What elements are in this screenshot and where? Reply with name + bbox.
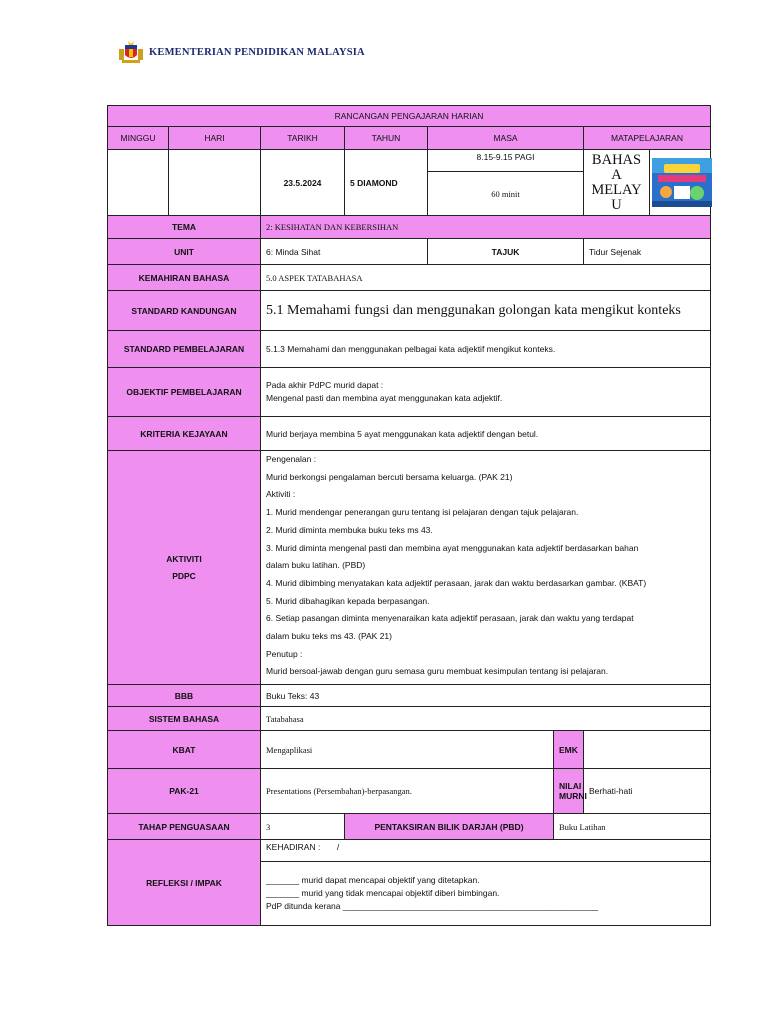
bbb-label: BBB	[108, 685, 261, 707]
pbd-label: PENTAKSIRAN BILIK DARJAH (PBD)	[345, 814, 554, 840]
aktiviti-line: 1. Murid mendengar penerangan guru tentang isi pelajaran dengan tajuk pelajaran.	[266, 507, 579, 518]
emk-label: EMK	[554, 731, 584, 769]
kriteria-value: Murid berjaya membina 5 ayat menggunakan kata adjektif dengan betul.	[261, 417, 711, 451]
aktiviti-line: Aktiviti :	[266, 489, 296, 500]
header-hari: HARI	[169, 127, 261, 150]
aktiviti-line: dalam buku latihan. (PBD)	[266, 560, 366, 571]
tema-label: TEMA	[108, 216, 261, 239]
objektif-line: Mengenal pasti dan membina ayat menggunakan kata adjektif.	[266, 393, 503, 403]
table-title: RANCANGAN PENGAJARAN HARIAN	[108, 106, 711, 127]
pak21-label: PAK-21	[108, 769, 261, 814]
objektif-line: Pada akhir PdPC murid dapat :	[266, 380, 384, 390]
aktiviti-label-line: PDPC	[172, 570, 196, 581]
bahasa-melayu-textbook-cover-icon	[652, 158, 712, 207]
aktiviti-line: 6. Setiap pasangan diminta menyenaraikan kata adjektif perasaan, jarak dan waktu yang terdapat	[266, 613, 634, 624]
refleksi-line: _______ murid yang tidak mencapai objektif diberi bimbingan.	[266, 888, 500, 898]
tema-value: 2: KESIHATAN DAN KEBERSIHAN	[261, 216, 711, 239]
subject-line: MELAY	[591, 181, 642, 198]
emk-value	[584, 731, 711, 769]
kemahiran-label: KEMAHIRAN BAHASA	[108, 265, 261, 291]
tahap-penguasaan-label: TAHAP PENGUASAAN	[108, 814, 261, 840]
bbb-value: Buku Teks: 43	[261, 685, 711, 707]
textbook-cover-cell	[650, 150, 711, 216]
ministry-name: KEMENTERIAN PENDIDIKAN MALAYSIA	[149, 46, 365, 58]
hari-value	[169, 150, 261, 216]
tajuk-value: Tidur Sejenak	[584, 239, 711, 265]
matapelajaran-value	[584, 150, 650, 216]
objektif-label: OBJEKTIF PEMBELAJARAN	[108, 368, 261, 417]
minggu-value	[108, 150, 169, 216]
refleksi-label: REFLEKSI / IMPAK	[108, 840, 261, 926]
tajuk-label: TAJUK	[428, 239, 584, 265]
refleksi-line: PdP ditunda kerana ______________________________________________________	[266, 901, 599, 911]
pak21-value: Presentations (Persembahan)-berpasangan.	[261, 769, 554, 814]
subject-line: BAHAS	[591, 151, 642, 168]
header-masa: MASA	[428, 127, 584, 150]
tarikh-value: 23.5.2024	[261, 150, 345, 216]
kehadiran-value: KEHADIRAN : /	[261, 840, 711, 862]
aktiviti-label-line: AKTIVITI	[166, 553, 202, 564]
tahun-value: 5 DIAMOND	[345, 150, 428, 216]
aktiviti-line: dalam buku teks ms 43. (PAK 21)	[266, 631, 392, 642]
kemahiran-value: 5.0 ASPEK TATABAHASA	[261, 265, 711, 291]
aktiviti-line: Pengenalan :	[266, 454, 317, 464]
standard-pembelajaran-label: STANDARD PEMBELAJARAN	[108, 331, 261, 368]
nilai-murni-label: NILAI MURNI	[554, 769, 584, 814]
standard-kandungan-label: STANDARD KANDUNGAN	[108, 291, 261, 331]
lesson-plan-table	[107, 105, 711, 926]
header-minggu: MINGGU	[108, 127, 169, 150]
standard-kandungan-value: 5.1 Memahami fungsi dan menggunakan golongan kata mengikut konteks	[261, 291, 711, 331]
nilai-murni-value: Berhati-hati	[584, 769, 711, 814]
aktiviti-line: Penutup :	[266, 648, 303, 659]
sistem-bahasa-value: Tatabahasa	[261, 707, 711, 731]
aktiviti-label	[108, 451, 261, 685]
aktiviti-line: 5. Murid dibahagikan kepada berpasangan.	[266, 595, 430, 606]
objektif-value	[261, 368, 711, 417]
unit-value: 6: Minda Sihat	[261, 239, 428, 265]
pbd-value: Buku Latihan	[554, 814, 711, 840]
ministry-header	[118, 40, 365, 64]
aktiviti-line: 4. Murid dibimbing menyatakan kata adjektif perasaan, jarak dan waktu berdasarkan gambar. (KBAT)	[266, 577, 647, 588]
aktiviti-content	[261, 451, 711, 685]
aktiviti-line: Murid bersoal-jawab dengan guru semasa guru membuat kesimpulan tentang isi pelajaran.	[266, 666, 609, 677]
aktiviti-line: 3. Murid diminta mengenal pasti dan membina ayat menggunakan kata adjektif berdasarkan bahan	[266, 542, 639, 553]
header-tarikh: TARIKH	[261, 127, 345, 150]
subject-line: A	[611, 166, 622, 183]
refleksi-content	[261, 862, 711, 926]
kriteria-label: KRITERIA KEJAYAAN	[108, 417, 261, 451]
unit-label: UNIT	[108, 239, 261, 265]
kbat-value: Mengaplikasi	[261, 731, 554, 769]
malaysia-coat-of-arms-icon	[118, 40, 144, 64]
tahap-penguasaan-value: 3	[261, 814, 345, 840]
masa-duration: 60 minit	[428, 172, 584, 216]
aktiviti-line: Murid berkongsi pengalaman bercuti bersama keluarga. (PAK 21)	[266, 471, 513, 482]
standard-pembelajaran-value: 5.1.3 Memahami dan menggunakan pelbagai kata adjektif mengikut konteks.	[261, 331, 711, 368]
refleksi-line: _______ murid dapat mencapai objektif yang ditetapkan.	[266, 875, 480, 885]
masa-time: 8.15-9.15 PAGI	[428, 150, 584, 172]
subject-line: U	[611, 196, 622, 213]
sistem-bahasa-label: SISTEM BAHASA	[108, 707, 261, 731]
header-tahun: TAHUN	[345, 127, 428, 150]
kbat-label: KBAT	[108, 731, 261, 769]
aktiviti-line: 2. Murid diminta membuka buku teks ms 43.	[266, 524, 433, 535]
header-matapelajaran: MATAPELAJARAN	[584, 127, 711, 150]
